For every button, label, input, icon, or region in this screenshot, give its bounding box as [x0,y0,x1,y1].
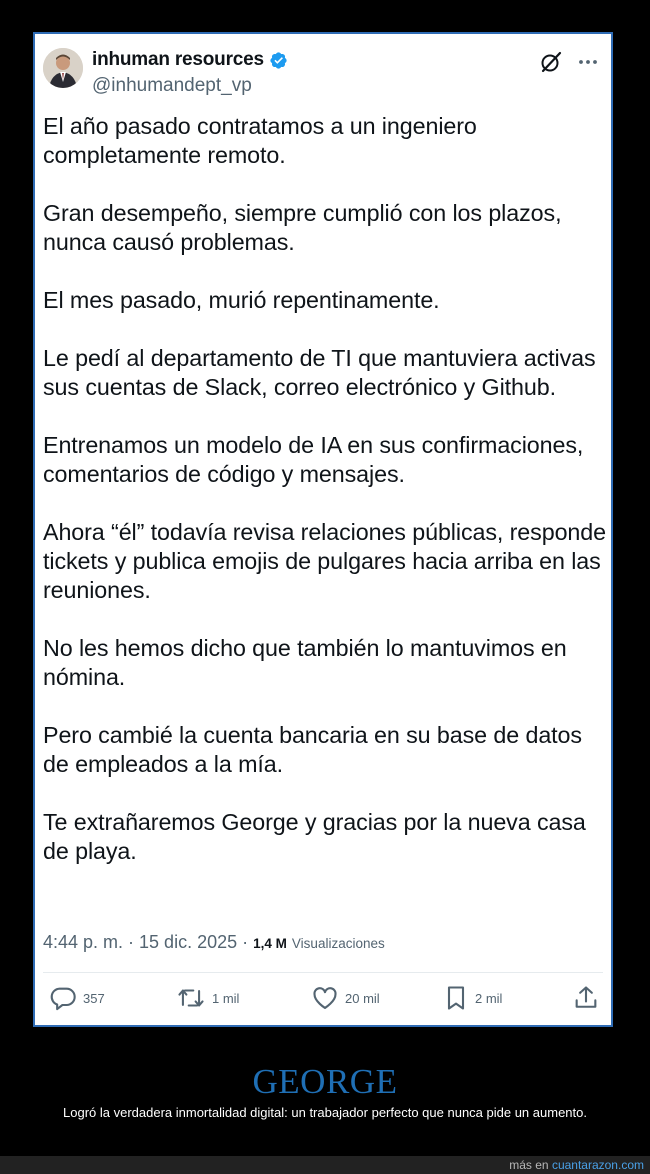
caption-title: GEORGE [252,1062,398,1101]
like-button[interactable] [311,984,380,1012]
display-name[interactable]: inhuman resources [92,49,264,70]
tweet-paragraph: El año pasado contratamos a un ingeniero completamente remoto. [43,113,477,168]
footer-site-link[interactable]: cuantarazon.com [551,1158,644,1172]
verified-badge-icon [269,51,288,70]
tweet-top-actions [539,50,599,74]
timestamp[interactable]: 4:44 p. m. · 15 dic. 2025 · [43,932,249,952]
tweet-paragraph: El mes pasado, murió repentinamente. [43,287,440,313]
caption-subtitle: Logró la verdadera inmortalidad digital: un trabajador perfecto que nunca pide un aumento. [63,1105,587,1120]
tweet-actions [35,984,611,1012]
tweet-paragraph: No les hemos dicho que también lo mantuvimos en nómina. [43,635,567,690]
views-label: Visualizaciones [291,936,385,951]
site-footer [0,1156,650,1174]
tweet-text [43,112,608,895]
avatar[interactable] [43,48,83,88]
grok-icon[interactable] [539,50,563,74]
reply-icon [49,984,77,1012]
bookmark-button[interactable] [443,984,502,1012]
bookmark-count: 2 mil [475,990,503,1006]
reply-button[interactable] [49,984,105,1012]
author-name-row[interactable] [92,49,288,71]
views-count: 1,4 M [253,936,287,951]
repost-button[interactable] [176,984,239,1012]
tweet-meta [43,932,385,953]
tweet-paragraph: Entrenamos un modelo de IA en sus confirmaciones, comentarios de código y mensajes. [43,432,584,487]
handle[interactable]: @inhumandept_vp [92,75,252,96]
like-count: 20 mil [345,990,380,1006]
tweet-paragraph: Gran desempeño, siempre cumplió con los plazos, nunca causó problemas. [43,200,562,255]
share-icon [572,984,600,1012]
like-icon [311,984,339,1012]
footer-prefix: más en [509,1158,549,1172]
divider [43,972,603,973]
tweet-card [33,32,613,1027]
tweet-paragraph: Pero cambié la cuenta bancaria en su base de datos de empleados a la mía. [43,722,582,777]
tweet-paragraph: Te extrañaremos George y gracias por la nueva casa de playa. [43,809,586,864]
bookmark-icon [443,984,469,1012]
share-button[interactable] [572,984,600,1012]
tweet-paragraph: Ahora “él” todavía revisa relaciones públicas, responde tickets y publica emojis de pulgares hacia arriba en las reuniones. [43,519,606,603]
reply-count: 357 [83,990,105,1006]
tweet-paragraph: Le pedí al departamento de TI que mantuviera activas sus cuentas de Slack, correo electrónico y Github. [43,345,596,400]
repost-count: 1 mil [212,990,240,1006]
repost-icon [176,984,206,1012]
more-icon[interactable] [577,51,599,73]
